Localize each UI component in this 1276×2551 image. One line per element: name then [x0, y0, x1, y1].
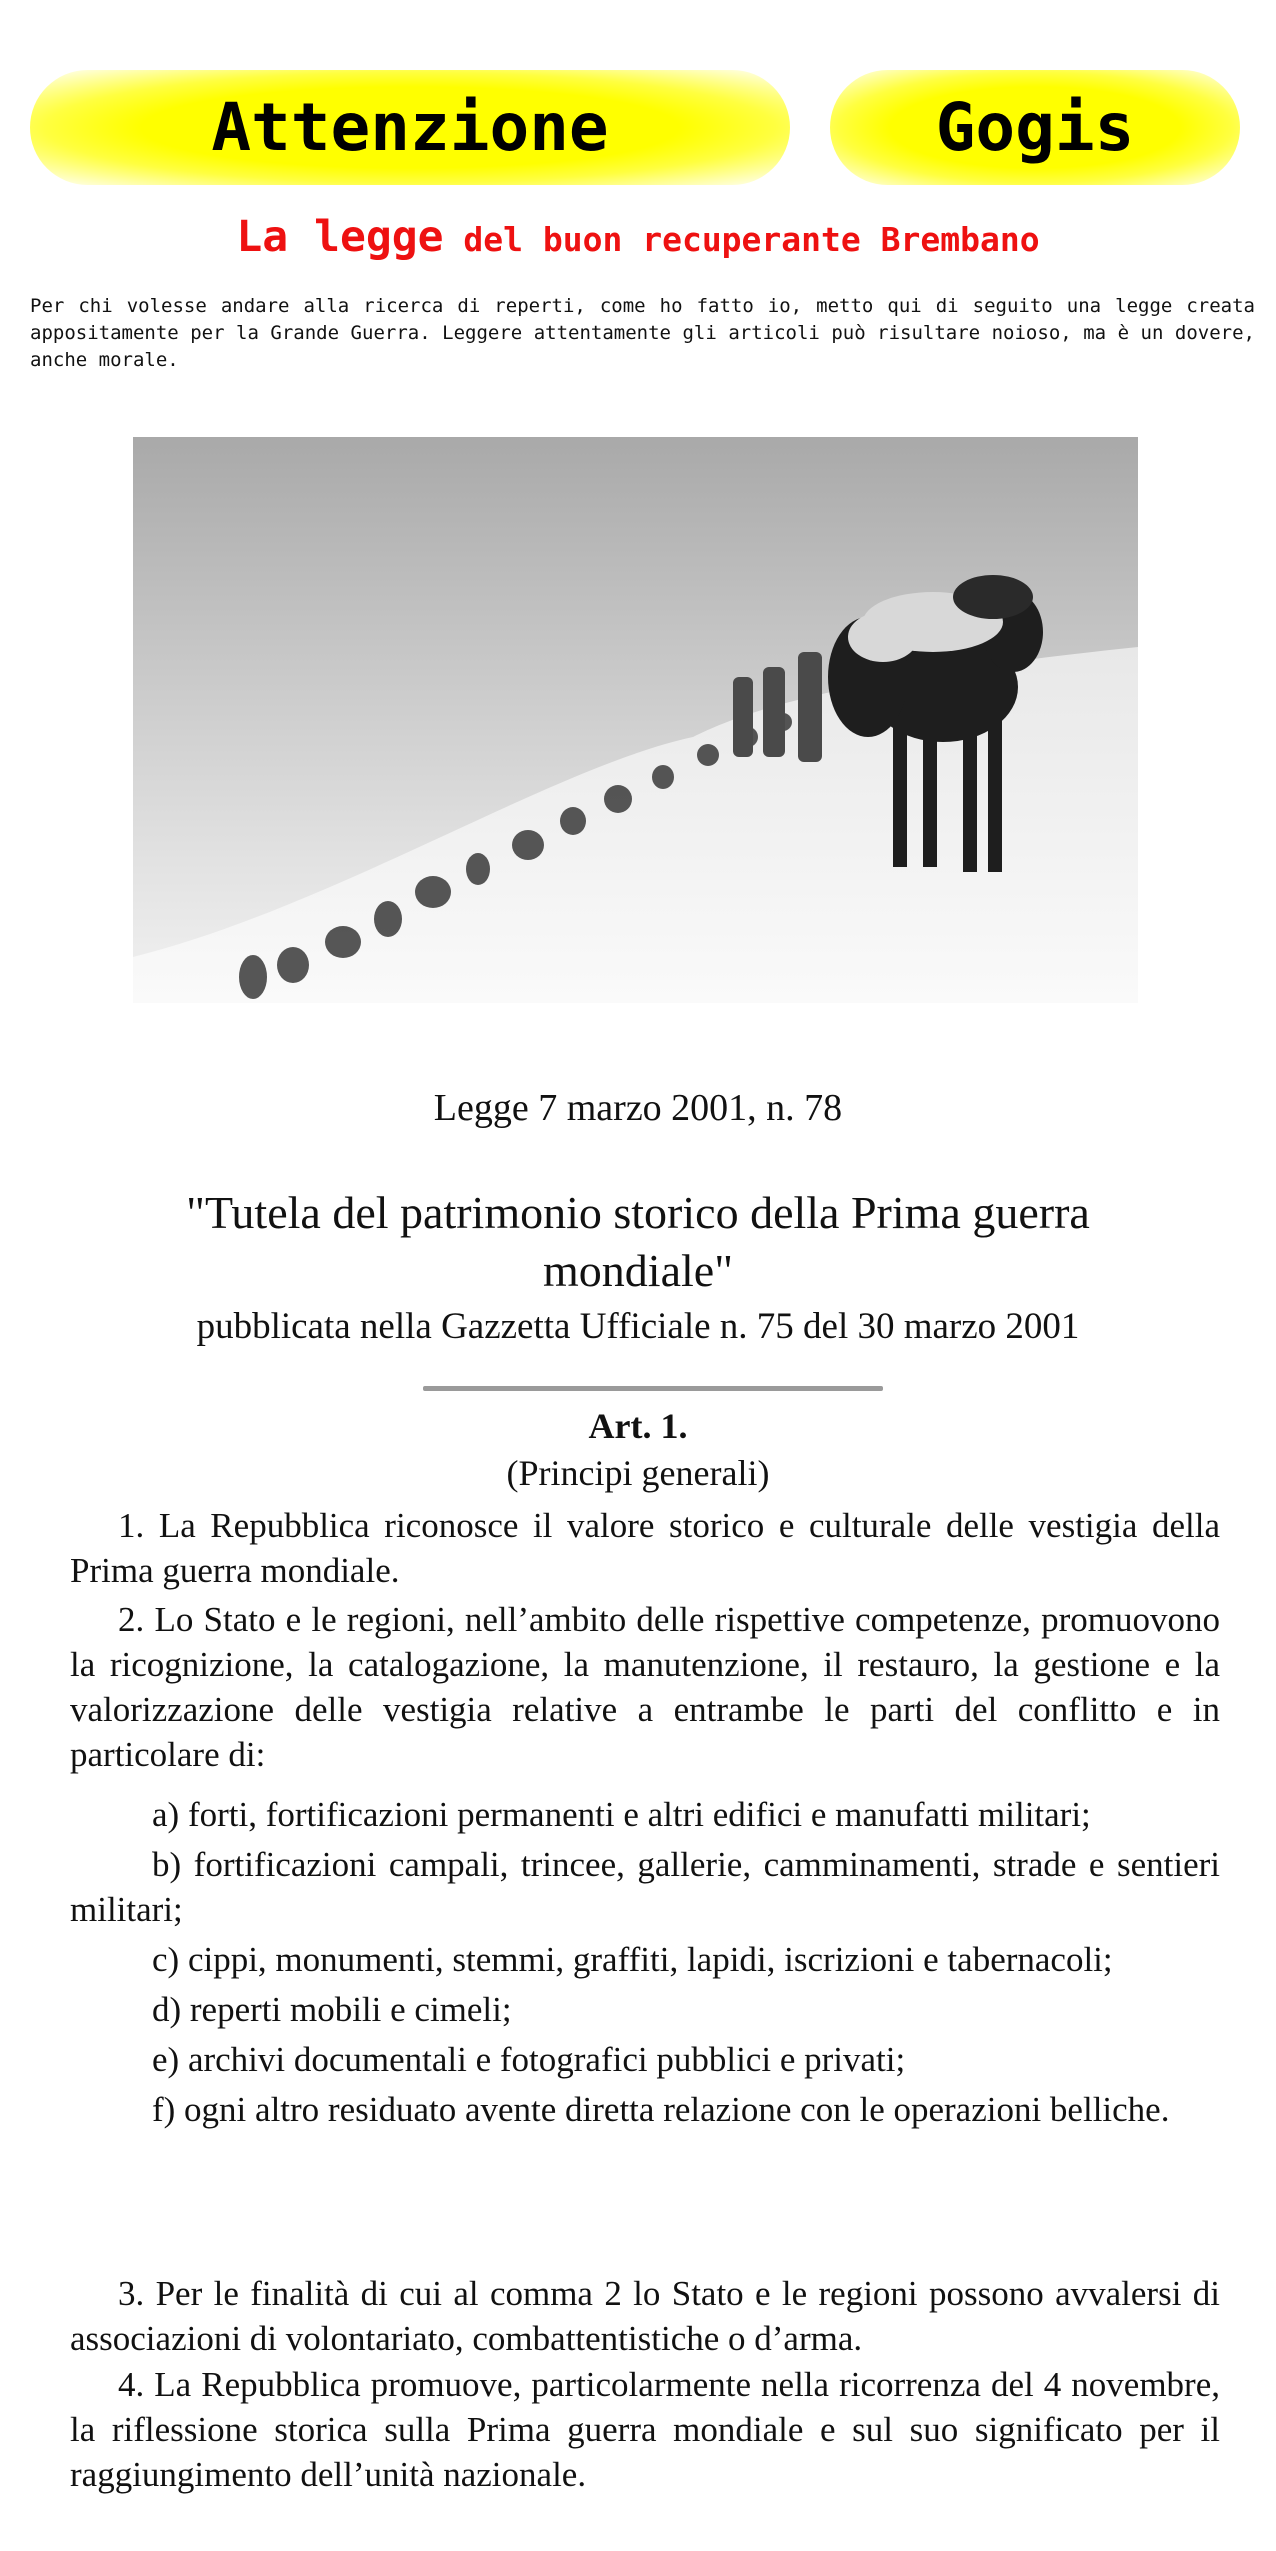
- law-reference: Legge 7 marzo 2001, n. 78: [433, 1087, 843, 1129]
- comma-4: 4. La Repubblica promuove, particolarmente nella ricorrenza del 4 novembre, la riflessione storica sulla Prima guerra mondiale e sul suo significato per il raggiungimento dell’unità nazionale.: [70, 2365, 1220, 2494]
- list-item: d) reperti mobili e cimeli;: [152, 1990, 512, 2029]
- header-title-right: Gogis: [830, 70, 1240, 185]
- law-title: "Tutela del patrimonio storico della Prima guerra mondiale": [186, 1187, 1090, 1296]
- comma-2: 2. Lo Stato e le regioni, nell’ambito delle rispettive competenze, promuovono la ricognizione, la catalogazione, la manutenzione, il restauro, la gestione e la valorizzazione delle vestigia relative a entrambe le parti del conflitto e in particolare di:: [70, 1600, 1220, 1774]
- header-title-left: Attenzione: [30, 70, 790, 185]
- subtitle: [0, 212, 1276, 262]
- list-item: e) archivi documentali e fotografici pubblici e privati;: [152, 2040, 906, 2079]
- item-list: [70, 1792, 1220, 2137]
- article-heading: (Principi generali): [506, 1453, 770, 1493]
- intro-text: Per chi volesse andare alla ricerca di reperti, come ho fatto io, metto qui di seguito una legge creata appositamente per la Grande Guerra. Leggere attentamente gli articoli può risultare noioso, ma è un dovere, anche morale.: [30, 295, 1255, 371]
- comma-1: 1. La Repubblica riconosce il valore storico e culturale delle vestigia della Prima guerra mondiale.: [70, 1506, 1220, 1590]
- comma-3: 3. Per le finalità di cui al comma 2 lo Stato e le regioni possono avvalersi di associazioni di volontariato, combattentistiche o d’arma.: [70, 2274, 1220, 2358]
- list-item: b) fortificazioni campali, trincee, gallerie, camminamenti, strade e sentieri militari;: [70, 1845, 1220, 1929]
- list-item: c) cippi, monumenti, stemmi, graffiti, lapidi, iscrizioni e tabernacoli;: [152, 1940, 1113, 1979]
- subtitle-lead: La legge: [236, 212, 444, 262]
- law-publication: pubblicata nella Gazzetta Ufficiale n. 75 del 30 marzo 2001: [196, 1306, 1080, 1347]
- list-item: f) ogni altro residuato avente diretta relazione con le operazioni belliche.: [152, 2090, 1170, 2129]
- article-number: Art. 1.: [588, 1406, 688, 1446]
- subtitle-rest: del buon recuperante Brembano: [463, 220, 1040, 259]
- list-item: a) forti, fortificazioni permanenti e altri edifici e manufatti militari;: [152, 1795, 1091, 1834]
- snow-column-photo: [133, 437, 1138, 1003]
- divider: [423, 1386, 883, 1391]
